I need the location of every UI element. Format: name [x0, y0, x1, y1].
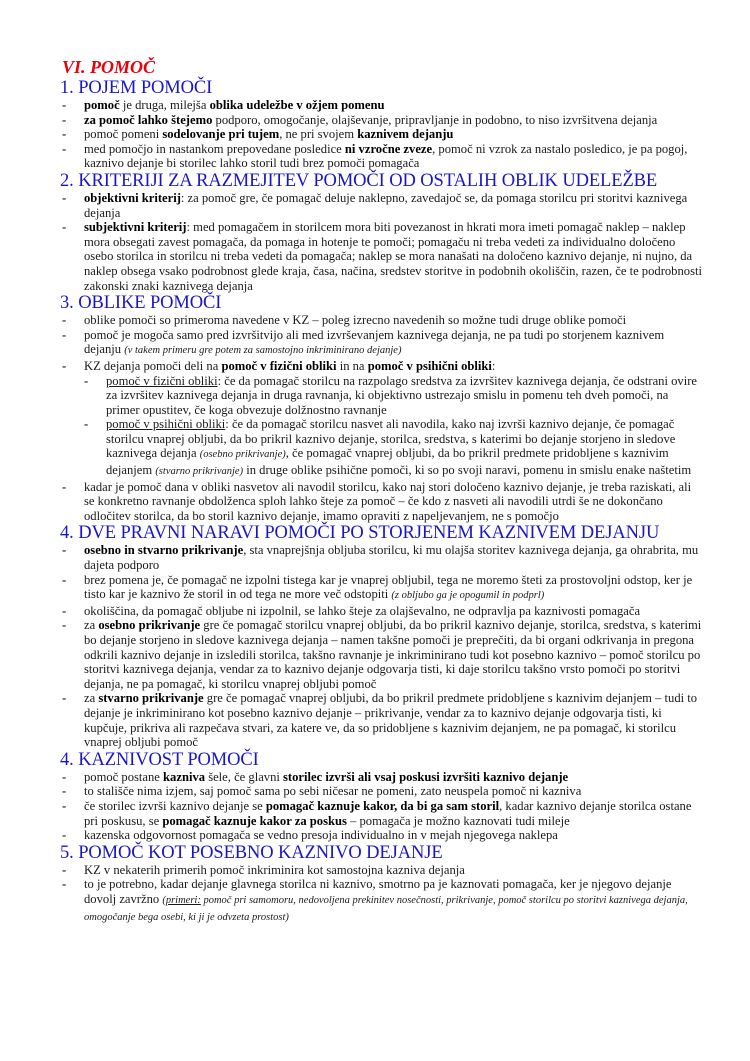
- text-run: in druge oblike psihične pomoči, ki so po svoji naravi, pomenu in smislu enake naštetim: [243, 463, 692, 478]
- bold-text: storilec izvrši ali vsaj poskusi izvršiti kaznivo dejanje: [283, 769, 569, 784]
- text-run: med pomočjo in nastankom prepovedane posledice: [84, 141, 345, 156]
- text-run: gre če pomagač storilcu vnaprej obljubi, da bo prikril kaznivo dejanje, storilca, sredstva, s katerimi bo dejanje storjeno in sledove kaznivega dejanja – namen takšne pomoči je preprečiti, da bi organi odkrivanja in pregona odkrili kaznivo dejanje in izsledili storilca, takšno ravnanje je inkriminirano tudi kot posebno kaznivo – pomoč storilcu po storitvi kaznivega dejanja, vendar za to kaznivo dejanje odgovarja tisti, ki daje storilcu takšno vrsto pomoči po storitvi dejanja, ne pa pomagač, ki storilcu vnaprej obljubi pomoč: [84, 618, 702, 691]
- bullet-list: [62, 313, 702, 523]
- text-run: podporo, omogočanje, olajševanje, pripravljanje in podobno, to niso izvršitvena dejanja: [212, 112, 658, 127]
- bullet-list: [62, 770, 702, 843]
- text-run: je druga, milejša: [119, 98, 210, 112]
- bullet-list: [62, 543, 702, 749]
- list-item: [62, 328, 702, 359]
- sections-container: [62, 78, 702, 925]
- italic-note: (osebno prikrivanje): [199, 449, 286, 461]
- text-run: : med pomagačem in storilcem mora biti povezanost in hkrati mora imeti pomagač naklep – naklep mora obsegati zavest pomagača, da pomaga in hotenje te pomoči; pomagaču ni treba vedeti za individualno določeno osebo storilca in storilcu ni treba vedeti da pomagača; naklep se mora nanašati na določeno kaznivo dejanje, ni nujno, da naklep obsega vsako podrobnost glede kraja, časa, načina, sredstev storitve in podobnih okoliščin, razen, če te podrobnosti zakonski znaki kaznivega dejanja: [84, 220, 702, 293]
- sub-bullet-list: [84, 374, 702, 480]
- text-run: KZ dejanja pomoči deli na: [84, 358, 222, 373]
- bold-text: osebno prikrivanje: [98, 618, 201, 633]
- list-item: [62, 191, 702, 220]
- list-item: [62, 863, 702, 878]
- list-item: [62, 127, 702, 142]
- bullet-list: [62, 863, 702, 925]
- text-run: , sta vnaprejšnja obljuba storilcu, ki mu olajša storitev kaznivega dejanja, ga ohrabrita, mu dajeta podporo: [84, 543, 699, 573]
- text-run: KZ v nekaterih primerih pomoč inkriminira kot samostojna kazniva dejanja: [84, 862, 465, 877]
- text-run: za: [84, 691, 99, 706]
- document-page: [62, 56, 702, 925]
- text-run: pomoč postane: [84, 769, 164, 784]
- list-item: [62, 113, 702, 128]
- text-run: , ne pri svojem: [279, 127, 358, 142]
- text-run: in na: [336, 358, 368, 373]
- bullet-list: [62, 191, 702, 293]
- italic-note: (v takem primeru gre potem za samostojno inkriminirano dejanje): [124, 345, 402, 357]
- list-item: [62, 828, 702, 843]
- list-item: [62, 220, 702, 293]
- underlined-term: pomoč v fizični obliki: [106, 373, 218, 388]
- list-item: [62, 543, 702, 572]
- underlined-term: pomoč v psihični obliki: [106, 417, 226, 432]
- text-run: šele, če glavni: [205, 769, 284, 784]
- bold-text: ni vzročne zveze: [344, 141, 433, 156]
- bold-text: stvarno prikrivanje: [98, 691, 204, 706]
- text-run: – pomagača je možno kaznovati tudi mileje: [346, 813, 570, 828]
- list-item: [62, 604, 702, 619]
- italic-note: (z obljubo ga je opogumil in podprl): [391, 590, 545, 602]
- list-item: [62, 877, 702, 925]
- text-run: : če da pomagač storilcu na razpolago sredstva za izvršitev kaznivega dejanja, če odstrani ovire za izvršitev kaznivega dejanja in druga ravnanja, ki objektivno ustrezajo smislu in pomenu teh dveh pomoči, na primer opustitev, če koga obvezuje dolžnostno ravnanje: [106, 373, 697, 417]
- text-run: to je potrebno, kadar dejanje glavnega storilca ni kaznivo, smotrno pa je kaznovati pomagača, ker je njegovo dejanje dovolj zavržno: [84, 877, 672, 906]
- bold-text: pomagač kaznuje kakor za poskus: [162, 813, 347, 828]
- sub-list-item: [84, 417, 702, 479]
- bullet-list: [62, 98, 702, 171]
- text-run: kazenska odgovornost pomagača se vedno presoja individualno in v mejah njegovega naklepa: [84, 828, 558, 843]
- bold-text: sodelovanje pri tujem: [162, 127, 280, 142]
- bold-text: osebno in stvarno prikrivanje: [84, 543, 244, 558]
- text-run: to stališče nima izjem, saj pomoč sama po sebi ničesar ne pomeni, zato neuspela pomoč ni kazniva: [84, 784, 582, 799]
- list-item: [62, 573, 702, 604]
- list-item: [62, 480, 702, 524]
- text-run: če storilec izvrši kaznivo dejanje se: [84, 798, 266, 813]
- section-heading: 2. KRITERIJI ZA RAZMEJITEV POMOČI OD OSTALIH OBLIK UDELEŽBE: [60, 170, 658, 191]
- section-heading: 4. KAZNIVOST POMOČI: [60, 749, 259, 770]
- list-item: [62, 618, 702, 691]
- text-run: kadar je pomoč dana v obliki nasvetov ali navodil storilcu, kako naj stori določeno kaznivo dejanje, je treba raziskati, ali se konkretno ravnanje obdolženca sploh lahko šteje za pomoč – če kdo z nasveti ali navodili utrdi še ne dokončano odločitev storilca, da bo storil kaznivo dejanje, imamo opraviti z napeljevanjem, ne s pomočjo: [84, 479, 692, 523]
- italic-note: pomoč pri samomoru, nedovoljena prekinitev nosečnosti, prikrivanje, pomoč storilcu po storitvi kaznivega dejanja, omogočanje bega osebi, ki ji je odvzeta prostost): [84, 894, 688, 923]
- list-item: [62, 142, 702, 171]
- bold-text: kazniva: [163, 769, 206, 784]
- document-title: VI. POMOČ: [62, 57, 156, 77]
- text-run: , kadar kaznivo dejanje storilca ostane pri poskusu, se: [84, 798, 692, 828]
- bold-text: oblika udeležbe v ožjem pomenu: [209, 98, 385, 112]
- text-run: za: [84, 618, 99, 633]
- bold-text: pomoč v fizični obliki: [221, 358, 337, 373]
- text-run: gre če pomagač vnaprej obljubi, da bo prikril predmete pridobljene s kaznivim dejanjem – tudi to dejanje je inkriminirano kot posebno kaznivo dejanje – prikrivanje, vendar za to kaznivo dejanje odgovarja tisti, ki kupčuje, prikriva ali razpečava stvari, za katere ve, da so pridobljene s kaznivim dejanjem, ne pa pomagač, ki storilcu vnaprej obljubi pomoč: [84, 691, 698, 750]
- text-run: brez pomena je, če pomagač ne izpolni tistega kar je vnaprej obljubil, tega ne moremo šteti za prostovoljni odstop, ker je tisto kar je kaznivo že storil in od tega ne more več odstopiti: [84, 572, 693, 602]
- list-item: [62, 313, 702, 328]
- italic-note: primeri:: [165, 894, 201, 906]
- bold-text: pomoč: [84, 98, 120, 112]
- bold-text: subjektivni kriterij: [84, 220, 187, 235]
- bold-text: pomoč v psihični obliki: [367, 358, 492, 373]
- section-heading: 4. DVE PRAVNI NARAVI POMOČI PO STORJENEM KAZNIVEM DEJANJU: [60, 523, 660, 544]
- list-item: [62, 799, 702, 828]
- italic-note: (: [162, 894, 166, 906]
- text-run: : če da pomagač storilcu nasvet ali navodila, kako naj izvrši kaznivo dejanje, če pomagač storilcu vnaprej obljubi, da bo prikril kaznivo dejanje, storilca, sredstva, s katerimi bo dejanje storjeno in sledove kaznivega dejanja: [106, 417, 676, 461]
- list-item: [62, 98, 702, 113]
- text-run: , pomoč ni vzrok za nastalo posledico, je pa pogoj, kaznivo dejanje bi storilec lahko storil tudi brez pomoči pomagača: [84, 141, 688, 171]
- text-run: , če pomagač vnaprej obljubi, da bo prikril predmete pridobljene s kaznivim dejanjem: [106, 446, 669, 478]
- list-item: [62, 770, 702, 785]
- text-run: : za pomoč gre, če pomagač deluje naklepno, zavedajoč se, da pomaga storilcu pri storitvi kaznivega dejanja: [84, 190, 688, 220]
- list-item: [62, 784, 702, 799]
- text-run: pomoč je mogoča samo pred izvršitvijo ali med izvrševanjem kaznivega dejanja, ne pa tudi po storjenem kaznivem dejanju: [84, 327, 665, 357]
- bold-text: objektivni kriterij: [84, 190, 181, 205]
- text-run: :: [491, 358, 496, 373]
- list-item: [62, 691, 702, 749]
- bold-text: pomagač kaznuje kakor, da bi ga sam storil: [265, 798, 500, 813]
- list-item: [62, 359, 702, 480]
- text-run: okoliščina, da pomagač obljube ni izpolnil, se lahko šteje za olajševalno, ne odpravlja pa kaznivosti pomagača: [84, 603, 641, 618]
- italic-note: (stvarno prikrivanje): [155, 466, 244, 478]
- section-heading: 5. POMOČ KOT POSEBNO KAZNIVO DEJANJE: [60, 842, 443, 863]
- text-run: pomoč pomeni: [84, 127, 163, 142]
- bold-text: za pomoč lahko štejemo: [84, 112, 213, 127]
- bold-text: kaznivem dejanju: [357, 127, 454, 142]
- section-heading: 1. POJEM POMOČI: [60, 78, 213, 98]
- text-run: oblike pomoči so primeroma navedene v KZ – poleg izrecno navedenih so možne tudi druge oblike pomoči: [84, 313, 627, 328]
- sub-list-item: [84, 374, 702, 418]
- section-heading: 3. OBLIKE POMOČI: [60, 293, 222, 314]
